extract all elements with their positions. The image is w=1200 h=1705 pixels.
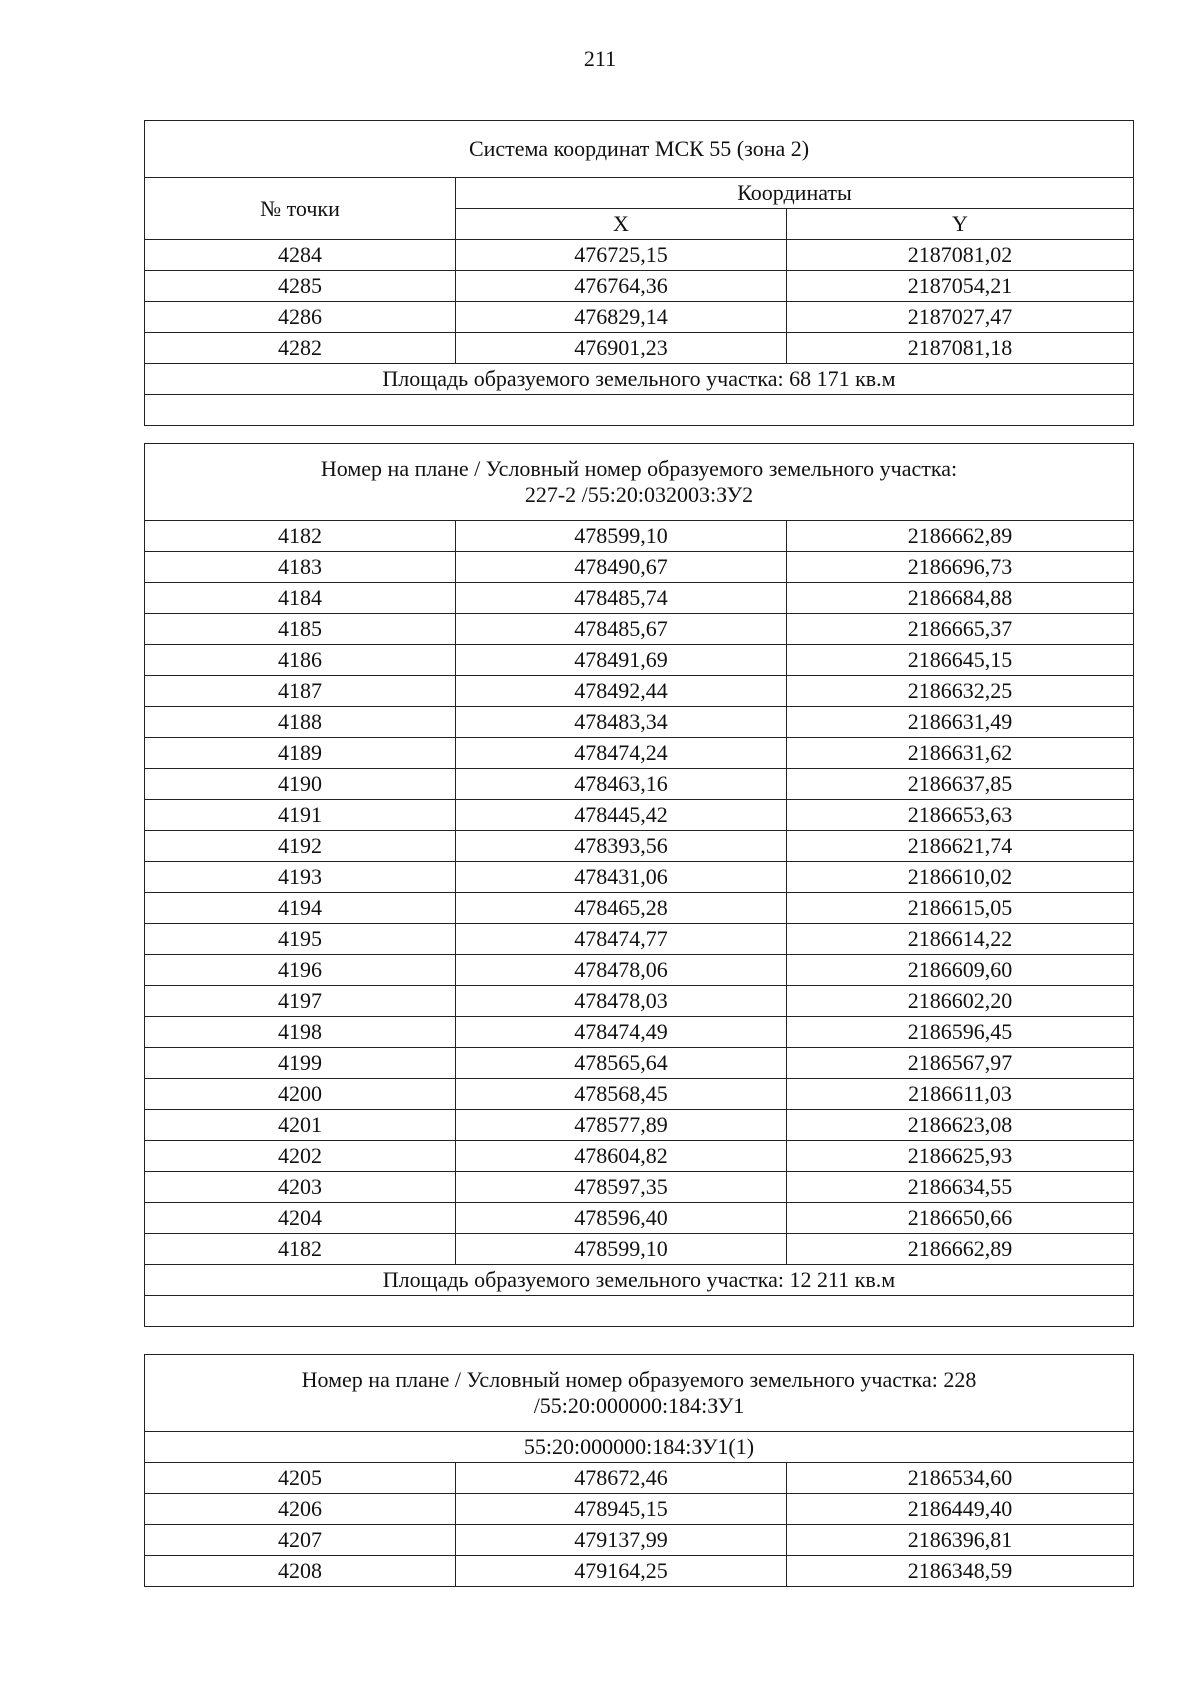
point-number-cell: 4186 <box>145 645 456 676</box>
table-row <box>145 1463 1134 1494</box>
section3-title-line1: Номер на плане / Условный номер образуемого земельного участка: 228 <box>301 1367 977 1392</box>
table-row <box>145 1141 1134 1172</box>
x-header: X <box>456 209 787 240</box>
point-number-cell: 4197 <box>145 986 456 1017</box>
y-cell: 2186665,37 <box>787 614 1134 645</box>
x-cell: 478474,49 <box>456 1017 787 1048</box>
y-cell: 2186534,60 <box>787 1463 1134 1494</box>
blank-row <box>145 1296 1134 1327</box>
section2-area: Площадь образуемого земельного участка: 12 211 кв.м <box>145 1265 1134 1296</box>
y-cell: 2186631,49 <box>787 707 1134 738</box>
coordinates-table-header <box>144 120 1134 426</box>
y-cell: 2186615,05 <box>787 893 1134 924</box>
section2-title-line1: Номер на плане / Условный номер образуемого земельного участка: <box>320 456 958 481</box>
coordinates-header: Координаты <box>456 178 1134 209</box>
y-cell: 2186602,20 <box>787 986 1134 1017</box>
y-cell: 2186631,62 <box>787 738 1134 769</box>
y-cell: 2186567,97 <box>787 1048 1134 1079</box>
y-cell: 2186609,60 <box>787 955 1134 986</box>
x-cell: 478599,10 <box>456 521 787 552</box>
y-cell: 2186696,73 <box>787 552 1134 583</box>
y-cell: 2186596,45 <box>787 1017 1134 1048</box>
table-row: 4282 476901,23 2187081,18 <box>145 333 1134 364</box>
point-number-cell: 4203 <box>145 1172 456 1203</box>
point-number-cell: 4200 <box>145 1079 456 1110</box>
table-row <box>145 1172 1134 1203</box>
x-cell: 478393,56 <box>456 831 787 862</box>
point-number-cell: 4187 <box>145 676 456 707</box>
point-number-cell: 4193 <box>145 862 456 893</box>
point-number-cell: 4199 <box>145 1048 456 1079</box>
point-number-cell: 4189 <box>145 738 456 769</box>
x-cell: 478478,06 <box>456 955 787 986</box>
table-row <box>145 583 1134 614</box>
x-cell: 478491,69 <box>456 645 787 676</box>
table-row <box>145 831 1134 862</box>
x-cell: 478445,42 <box>456 800 787 831</box>
x-cell: 478465,28 <box>456 893 787 924</box>
table-row <box>145 1048 1134 1079</box>
table-row <box>145 955 1134 986</box>
y-cell: 2186396,81 <box>787 1525 1134 1556</box>
section3-table <box>144 1354 1134 1587</box>
x-cell: 478474,77 <box>456 924 787 955</box>
y-cell: 2186348,59 <box>787 1556 1134 1587</box>
section2-title <box>145 444 1134 521</box>
x-cell: 478599,10 <box>456 1234 787 1265</box>
x-cell: 478474,24 <box>456 738 787 769</box>
point-number-cell: 4194 <box>145 893 456 924</box>
section1-area: Площадь образуемого земельного участка: 68 171 кв.м <box>145 364 1134 395</box>
point-number-cell: 4198 <box>145 1017 456 1048</box>
x-cell: 478492,44 <box>456 676 787 707</box>
x-cell: 478604,82 <box>456 1141 787 1172</box>
table-row <box>145 1556 1134 1587</box>
x-cell: 478565,64 <box>456 1048 787 1079</box>
table-row <box>145 707 1134 738</box>
table-row <box>145 893 1134 924</box>
table-row <box>145 1079 1134 1110</box>
table-row <box>145 521 1134 552</box>
y-cell: 2186634,55 <box>787 1172 1134 1203</box>
point-number-cell: 4206 <box>145 1494 456 1525</box>
table-row <box>145 1203 1134 1234</box>
table-row <box>145 800 1134 831</box>
x-cell: 478483,34 <box>456 707 787 738</box>
y-cell: 2186637,85 <box>787 769 1134 800</box>
point-number-cell: 4204 <box>145 1203 456 1234</box>
table-row <box>145 614 1134 645</box>
point-number-cell: 4182 <box>145 521 456 552</box>
x-cell: 478577,89 <box>456 1110 787 1141</box>
y-cell: 2186623,08 <box>787 1110 1134 1141</box>
table-row <box>145 924 1134 955</box>
section3-subtitle: 55:20:000000:184:ЗУ1(1) <box>145 1432 1134 1463</box>
x-cell: 478945,15 <box>456 1494 787 1525</box>
table-row <box>145 1110 1134 1141</box>
point-number-cell: 4202 <box>145 1141 456 1172</box>
page-number: 211 <box>583 46 617 71</box>
y-cell: 2186684,88 <box>787 583 1134 614</box>
x-cell: 479137,99 <box>456 1525 787 1556</box>
section2-table <box>144 443 1134 1327</box>
x-cell: 478597,35 <box>456 1172 787 1203</box>
table-row <box>145 1234 1134 1265</box>
x-cell: 478485,74 <box>456 583 787 614</box>
x-cell: 478485,67 <box>456 614 787 645</box>
y-cell: 2186632,25 <box>787 676 1134 707</box>
y-header: Y <box>787 209 1134 240</box>
table-row <box>145 645 1134 676</box>
y-cell: 2186653,63 <box>787 800 1134 831</box>
table-row <box>145 676 1134 707</box>
x-cell: 478672,46 <box>456 1463 787 1494</box>
point-number-cell: 4201 <box>145 1110 456 1141</box>
table-row <box>145 1494 1134 1525</box>
point-number-cell: 4205 <box>145 1463 456 1494</box>
point-number-cell: 4207 <box>145 1525 456 1556</box>
point-number-cell: 4192 <box>145 831 456 862</box>
y-cell: 2186662,89 <box>787 1234 1134 1265</box>
y-cell: 2186621,74 <box>787 831 1134 862</box>
x-cell: 478596,40 <box>456 1203 787 1234</box>
y-cell: 2186650,66 <box>787 1203 1134 1234</box>
point-number-cell: 4208 <box>145 1556 456 1587</box>
section1-rows <box>145 240 1134 364</box>
table-row <box>145 769 1134 800</box>
y-cell: 2186625,93 <box>787 1141 1134 1172</box>
section3-title <box>145 1355 1134 1432</box>
table-row: 4286 476829,14 2187027,47 <box>145 302 1134 333</box>
table-row <box>145 552 1134 583</box>
coordinate-system-title: Система координат МСК 55 (зона 2) <box>145 121 1134 178</box>
point-number-cell: 4185 <box>145 614 456 645</box>
x-cell: 479164,25 <box>456 1556 787 1587</box>
table-row <box>145 738 1134 769</box>
section2-rows <box>145 521 1134 1265</box>
y-cell: 2186611,03 <box>787 1079 1134 1110</box>
x-cell: 478431,06 <box>456 862 787 893</box>
table-row: 4285 476764,36 2187054,21 <box>145 271 1134 302</box>
x-cell: 478478,03 <box>456 986 787 1017</box>
point-number-cell: 4182 <box>145 1234 456 1265</box>
x-cell: 478568,45 <box>456 1079 787 1110</box>
section3-rows <box>145 1463 1134 1587</box>
point-number-cell: 4190 <box>145 769 456 800</box>
point-number-cell: 4184 <box>145 583 456 614</box>
y-cell: 2186449,40 <box>787 1494 1134 1525</box>
y-cell: 2186645,15 <box>787 645 1134 676</box>
table-row <box>145 1525 1134 1556</box>
point-number-header: № точки <box>145 178 456 240</box>
section3-title-line2: /55:20:000000:184:ЗУ1 <box>533 1393 745 1418</box>
point-number-cell: 4183 <box>145 552 456 583</box>
x-cell: 478463,16 <box>456 769 787 800</box>
section2-title-line2: 227-2 /55:20:032003:ЗУ2 <box>524 482 754 507</box>
blank-row <box>145 395 1134 426</box>
y-cell: 2186610,02 <box>787 862 1134 893</box>
table-row <box>145 1017 1134 1048</box>
point-number-cell: 4191 <box>145 800 456 831</box>
y-cell: 2186662,89 <box>787 521 1134 552</box>
y-cell: 2186614,22 <box>787 924 1134 955</box>
point-number-cell: 4188 <box>145 707 456 738</box>
point-number-cell: 4195 <box>145 924 456 955</box>
table-row: 4284 476725,15 2187081,02 <box>145 240 1134 271</box>
table-row <box>145 862 1134 893</box>
x-cell: 478490,67 <box>456 552 787 583</box>
table-row <box>145 986 1134 1017</box>
point-number-cell: 4196 <box>145 955 456 986</box>
